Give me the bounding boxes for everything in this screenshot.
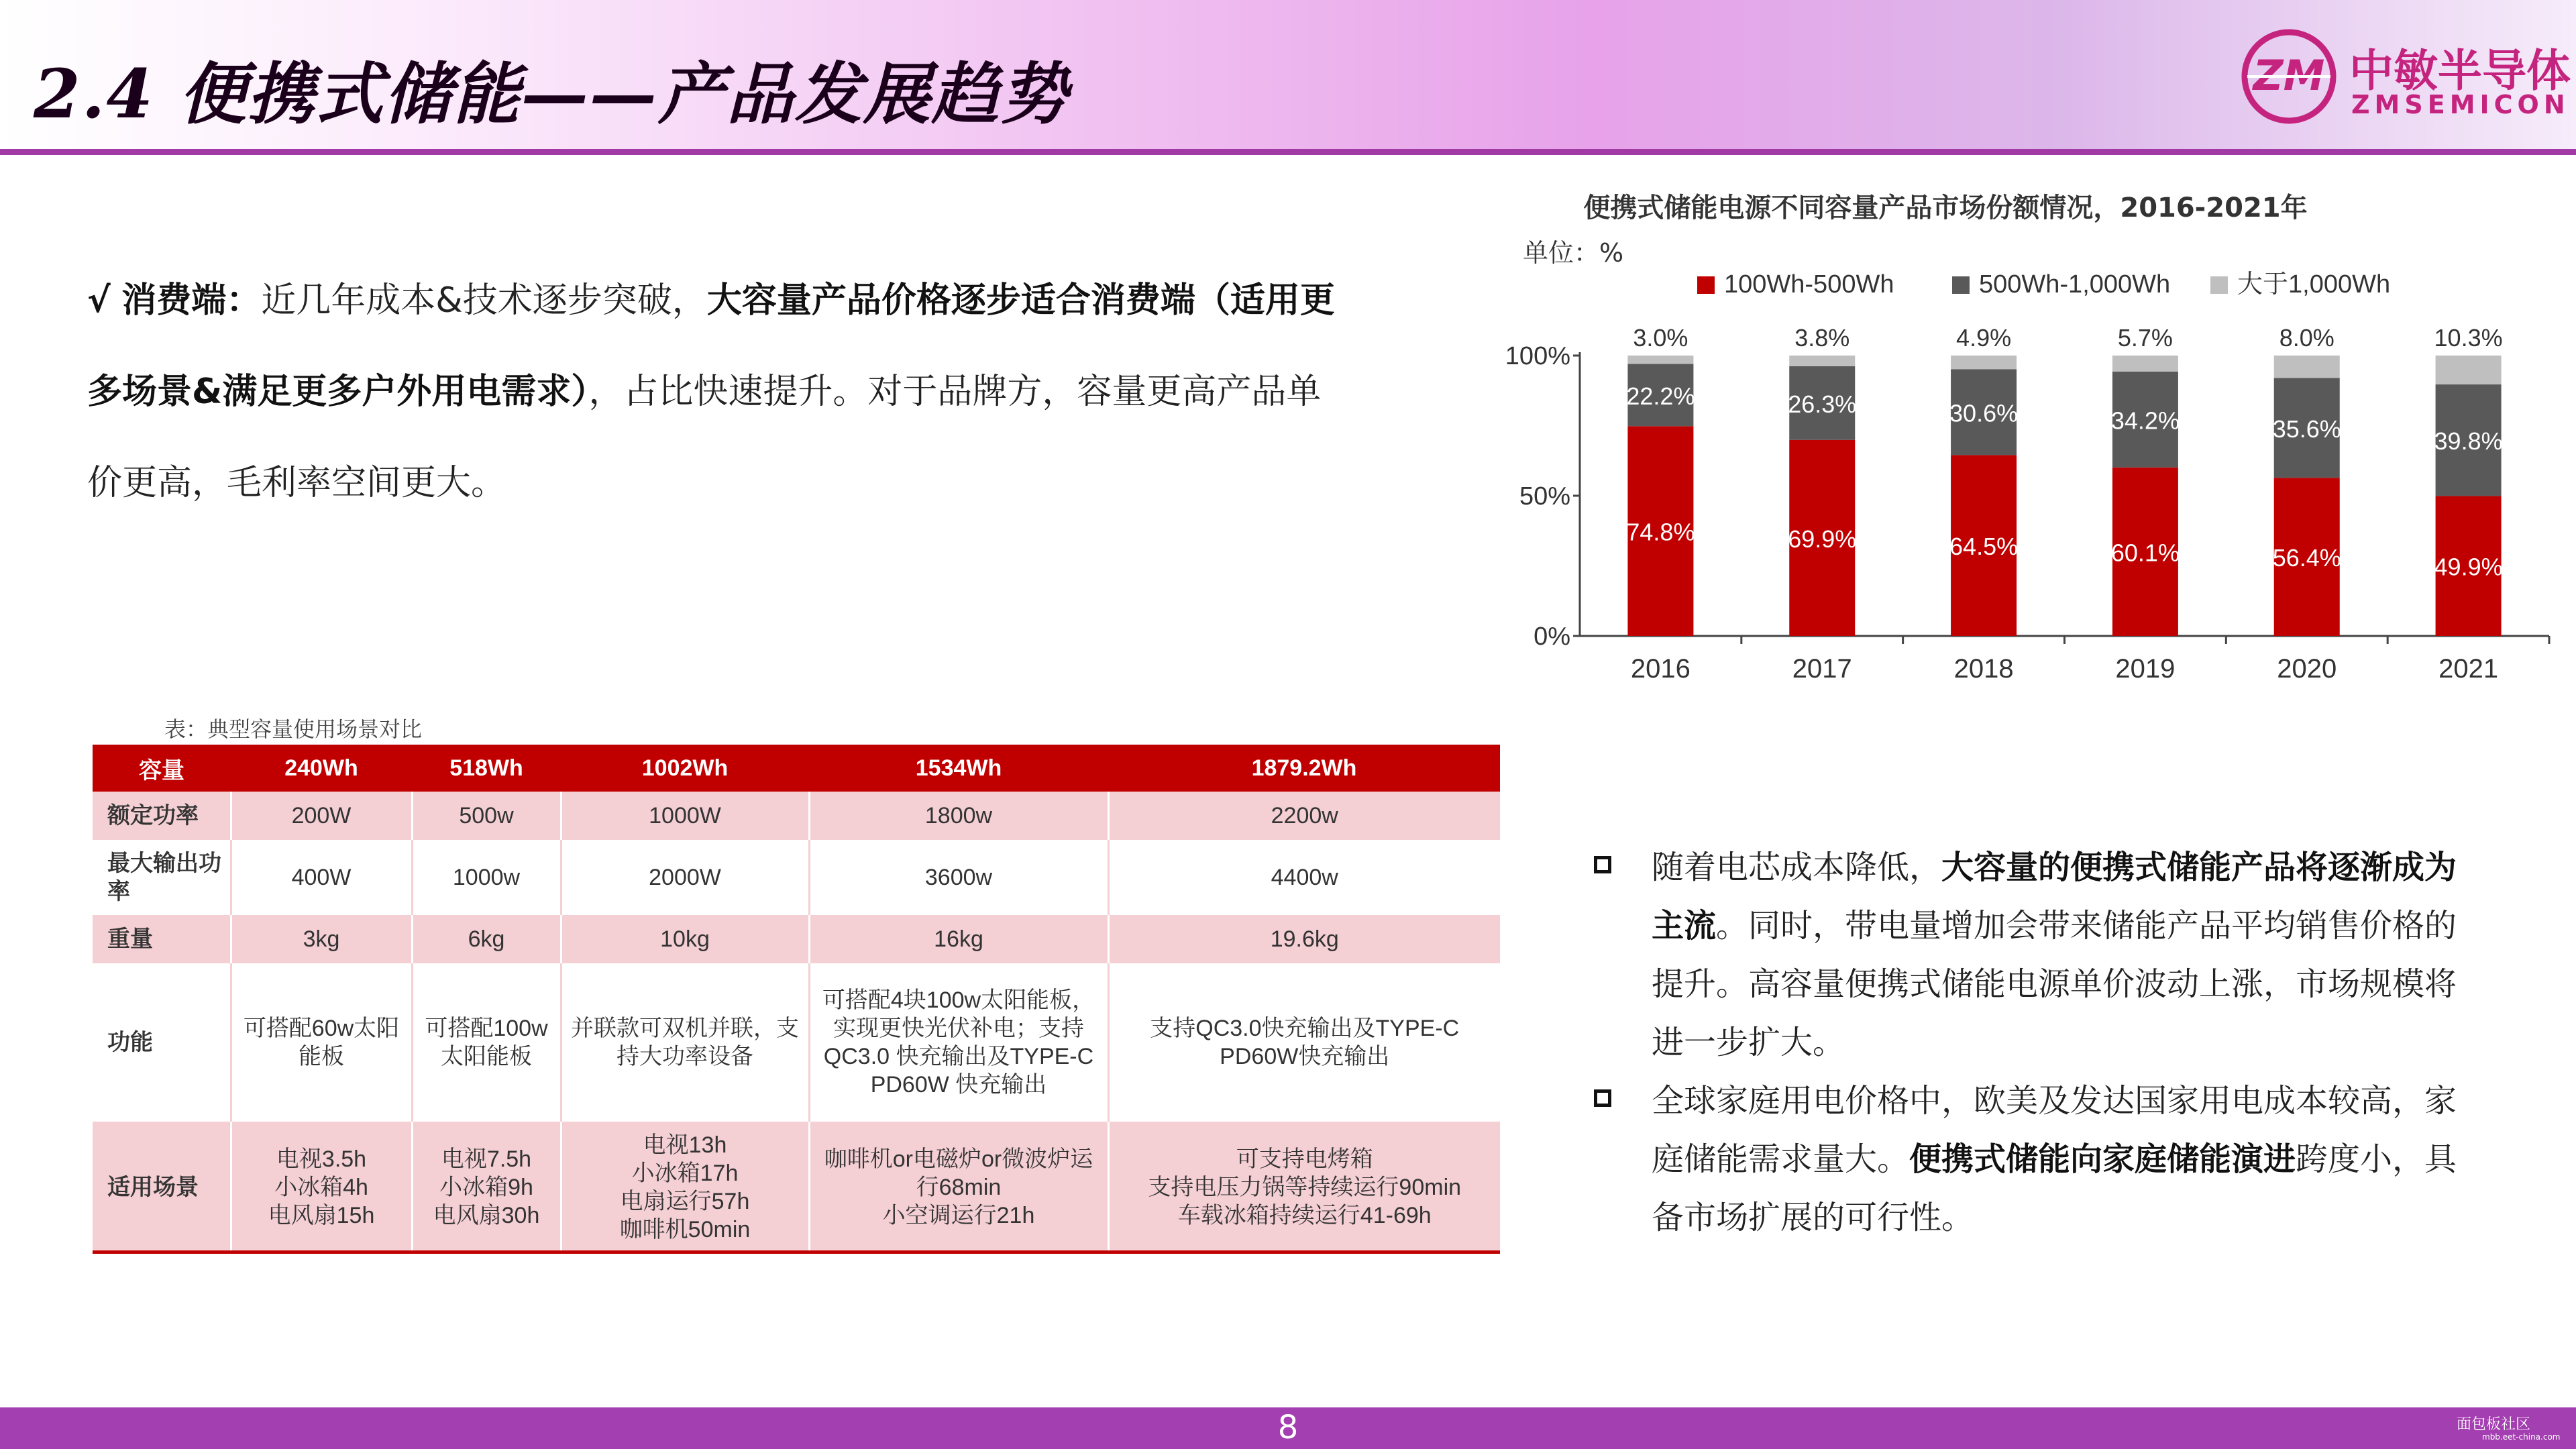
legend-label: 500Wh-1,000Wh (1979, 270, 2171, 299)
intro-colon: ： (226, 280, 262, 321)
bullet-item (1594, 1072, 2459, 1247)
row-header: 额定功率 (93, 792, 231, 840)
legend-swatch (1952, 276, 1970, 294)
data-label: 35.6% (2272, 415, 2341, 443)
table-cell: 16kg (809, 915, 1108, 963)
x-tick-label: 2017 (1792, 654, 1852, 684)
page-title: 2.4 便携式储能——产品发展趋势 (34, 54, 1069, 133)
x-tick-label: 2021 (2438, 654, 2499, 684)
row-header: 最大输出功率 (93, 840, 231, 915)
bullet-text: 跨度小，具备市场扩展的可行性。 (1652, 1140, 2457, 1236)
table-cell: 1000w (412, 840, 561, 915)
intro-label: 消费端 (121, 280, 227, 321)
data-label: 3.0% (1633, 324, 1688, 352)
table-header-cell: 容量 (93, 745, 231, 792)
table-cell: 电视7.5h 小冰箱9h 电风扇30h (412, 1122, 561, 1253)
data-label: 60.1% (2110, 539, 2180, 567)
table-cell: 4400w (1108, 840, 1500, 915)
chart-title: 便携式储能电源不同容量产品市场份额情况，2016-2021年 (1583, 193, 2308, 223)
data-label: 56.4% (2272, 544, 2341, 572)
table-cell: 电视13h 小冰箱17h 电扇运行57h 咖啡机50min (561, 1122, 809, 1253)
watermark-subtext: mbb.eet-china.com (2482, 1432, 2561, 1442)
table-cell: 支持QC3.0快充输出及TYPE-C PD60W快充输出 (1108, 963, 1500, 1122)
legend-label: 大于1,000Wh (2237, 270, 2391, 299)
legend-swatch (1697, 276, 1715, 294)
bar-segment (1951, 356, 2017, 369)
data-label: 34.2% (2110, 407, 2180, 435)
bullet-bold: 便携式储能向家庭储能演进 (1909, 1140, 2296, 1178)
capacity-comparison-table (93, 745, 1500, 1253)
table-header-cell: 1879.2Wh (1108, 745, 1500, 792)
data-label: 64.5% (1949, 533, 2019, 561)
bar-segment (1789, 356, 1855, 366)
table-cell: 200W (231, 792, 412, 840)
y-tick-label: 0% (1534, 623, 1570, 651)
x-tick-label: 2019 (2115, 654, 2176, 684)
legend-label: 100Wh-500Wh (1724, 270, 1894, 299)
bar-segment (2112, 356, 2178, 372)
x-tick-label: 2016 (1630, 654, 1690, 684)
data-label: 30.6% (1949, 399, 2019, 427)
table-header-cell: 518Wh (412, 745, 561, 792)
data-label: 69.9% (1788, 525, 1857, 553)
bullet-list (1594, 839, 2459, 1247)
bar-segment (2274, 356, 2340, 378)
row-header: 适用场景 (93, 1122, 231, 1253)
y-tick-label: 50% (1519, 482, 1570, 511)
square-bullet-icon (1594, 1089, 1611, 1107)
table-header-row (93, 745, 1500, 792)
stacked-bar-chart (1503, 235, 2563, 698)
table-cell: 6kg (412, 915, 561, 963)
table-cell: 1800w (809, 792, 1108, 840)
logo-text: ZM (2253, 51, 2325, 100)
data-label: 10.3% (2434, 324, 2503, 352)
check-mark: √ (87, 280, 111, 321)
x-tick-label: 2018 (1953, 654, 2014, 684)
data-label: 5.7% (2117, 324, 2173, 352)
table-row (93, 963, 1500, 1122)
data-label: 22.2% (1626, 382, 1695, 410)
square-bullet-icon (1594, 856, 1611, 873)
table-cell: 可支持电烤箱 支持电压力锅等持续运行90min 车载冰箱持续运行41-69h (1108, 1122, 1500, 1253)
table-cell: 电视3.5h 小冰箱4h 电风扇15h (231, 1122, 412, 1253)
table-header-cell: 240Wh (231, 745, 412, 792)
watermark-text: 面包板社区 (2457, 1416, 2531, 1433)
bullet-text: 随着电芯成本降低， (1652, 849, 1942, 886)
table-cell: 咖啡机or电磁炉or微波炉运行68min 小空调运行21h (809, 1122, 1108, 1253)
table-cell: 500w (412, 792, 561, 840)
x-tick-label: 2020 (2277, 654, 2337, 684)
intro-text-1: 近几年成本&技术逐步突破， (261, 280, 707, 321)
unit-label: 单位：% (1523, 238, 1624, 268)
bar-segment (2436, 356, 2502, 384)
bullet-text: 全球家庭用电价格中，欧美及发达国家用电成本较高，家庭储能需求量大。 (1652, 1082, 2457, 1178)
legend-swatch (2210, 276, 2228, 294)
data-label: 74.8% (1626, 518, 1695, 546)
table-cell: 3600w (809, 840, 1108, 915)
data-label: 4.9% (1956, 324, 2012, 352)
brand-name-cn: 中敏半导体 (2349, 45, 2571, 97)
table-caption: 表：典型容量使用场景对比 (164, 716, 423, 742)
zm-logo-icon (2239, 27, 2339, 126)
table-row (93, 1122, 1500, 1253)
table-cell: 3kg (231, 915, 412, 963)
bar-segment (1627, 356, 1693, 364)
intro-paragraph (87, 255, 1335, 529)
table-cell: 可搭配100w太阳能板 (412, 963, 561, 1122)
table-cell: 400W (231, 840, 412, 915)
data-label: 39.8% (2434, 427, 2503, 455)
table-cell: 2000W (561, 840, 809, 915)
intro-text-2: ，占比快速提升。对于品牌方，容量更高产品单价更高，毛利率空间更大。 (87, 372, 1322, 503)
data-label: 26.3% (1788, 390, 1857, 418)
table-cell: 2200w (1108, 792, 1500, 840)
table-cell: 19.6kg (1108, 915, 1500, 963)
table-cell: 可搭配60w太阳能板 (231, 963, 412, 1122)
data-label: 8.0% (2279, 324, 2334, 352)
header-divider (0, 149, 2576, 155)
intro-bold: 大容量产品价格逐步适合消费端（适用更多场景&满足更多户外用电需求） (87, 280, 1335, 412)
bullet-text: 。同时，带电量增加会带来储能产品平均销售价格的提升。高容量便携式储能电源单价波动上涨，市场规模将进一步扩大。 (1652, 907, 2457, 1061)
table-cell: 并联款可双机并联，支持大功率设备 (561, 963, 809, 1122)
row-header: 功能 (93, 963, 231, 1122)
data-label: 49.9% (2434, 553, 2503, 581)
table-cell: 可搭配4块100w太阳能板，实现更快光伏补电；支持QC3.0 快充输出及TYPE-C PD60W 快充输出 (809, 963, 1108, 1122)
page-number: 8 (1277, 1409, 1299, 1446)
table-row (93, 915, 1500, 963)
table-row (93, 840, 1500, 915)
table-header-cell: 1534Wh (809, 745, 1108, 792)
bullet-bold: 大容量的便携式储能产品将逐渐成为主流 (1652, 849, 2457, 945)
brand-name-en: ZMSEMICON (2351, 90, 2570, 119)
row-header: 重量 (93, 915, 231, 963)
table-bottom-border (93, 1250, 1500, 1254)
y-tick-label: 100% (1505, 342, 1570, 370)
table-cell: 1000W (561, 792, 809, 840)
table-header-cell: 1002Wh (561, 745, 809, 792)
table-cell: 10kg (561, 915, 809, 963)
data-label: 3.8% (1794, 324, 1850, 352)
bullet-item (1594, 839, 2459, 1072)
table-row (93, 792, 1500, 840)
